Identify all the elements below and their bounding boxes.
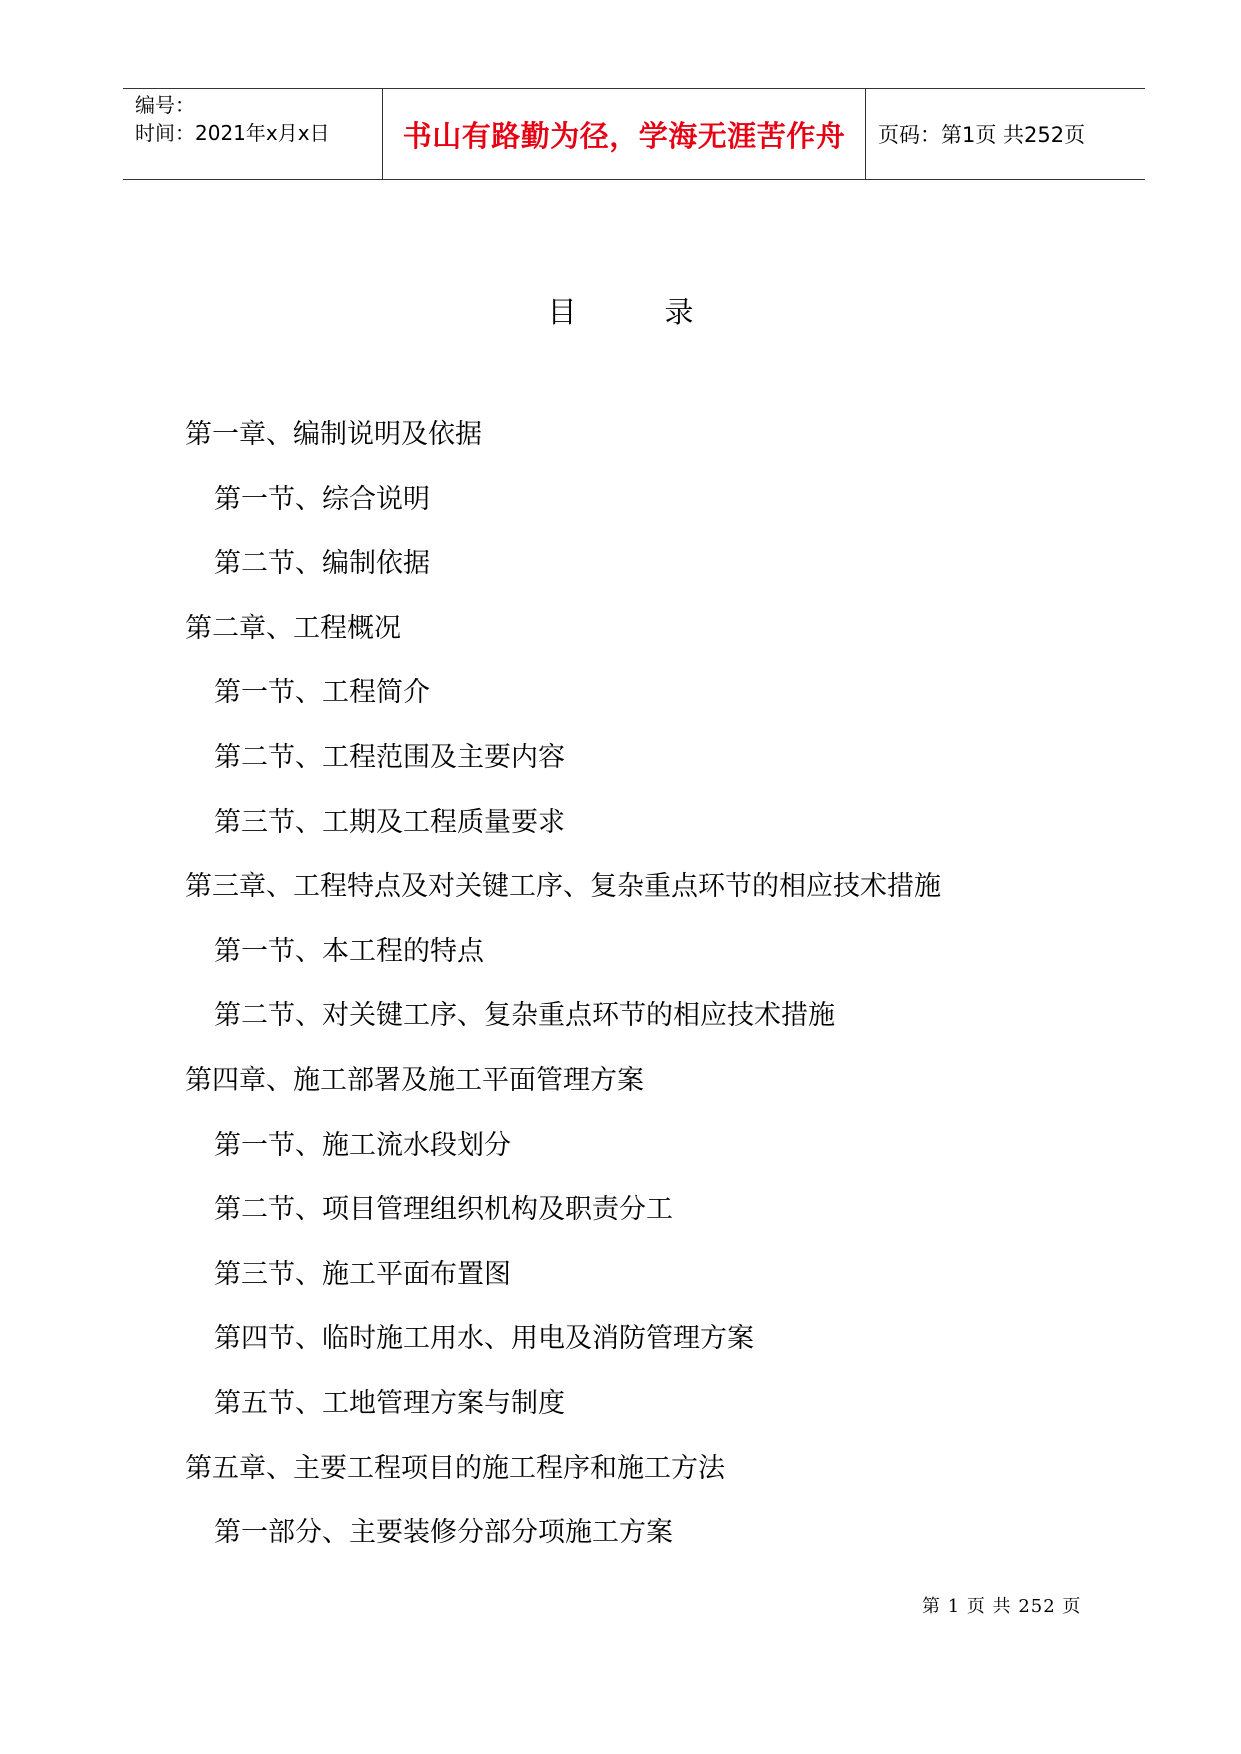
toc-chapter[interactable]: 第五章、主要工程项目的施工程序和施工方法	[185, 1452, 725, 1484]
toc-section[interactable]: 第五节、工地管理方案与制度	[214, 1387, 565, 1419]
toc-section[interactable]: 第一节、施工流水段划分	[214, 1129, 511, 1161]
toc-section[interactable]: 第三节、施工平面布置图	[214, 1258, 511, 1290]
toc-section[interactable]: 第一部分、主要装修分部分项施工方案	[214, 1517, 673, 1549]
toc-section[interactable]: 第二节、编制依据	[214, 548, 430, 580]
page-footer: 第 1 页 共 252 页	[922, 1596, 1082, 1617]
header-meta	[123, 89, 382, 179]
toc-chapter[interactable]: 第二章、工程概况	[185, 612, 401, 644]
toc-section[interactable]: 第四节、临时施工用水、用电及消防管理方案	[214, 1323, 754, 1355]
toc-section[interactable]: 第三节、工期及工程质量要求	[214, 806, 565, 838]
header-page-info: 页码：第1页 共252页	[878, 123, 1086, 147]
header-motto: 书山有路勤为径，学海无涯苦作舟	[382, 89, 866, 179]
toc-section[interactable]: 第一节、综合说明	[214, 483, 430, 515]
toc-title	[0, 290, 1241, 331]
time-label: 时间：2021年x月x日	[135, 121, 330, 145]
toc-list	[185, 410, 1145, 1573]
toc-title-left: 目	[547, 295, 577, 329]
toc-section[interactable]: 第二节、对关键工序、复杂重点环节的相应技术措施	[214, 1000, 835, 1032]
toc-chapter[interactable]: 第三章、工程特点及对关键工序、复杂重点环节的相应技术措施	[185, 871, 941, 903]
toc-chapter[interactable]: 第一章、编制说明及依据	[185, 419, 482, 450]
toc-section[interactable]: 第一节、本工程的特点	[214, 935, 484, 967]
toc-section[interactable]: 第一节、工程简介	[214, 677, 430, 709]
toc-title-right: 录	[664, 295, 694, 329]
toc-chapter[interactable]: 第四章、施工部署及施工平面管理方案	[185, 1064, 644, 1096]
toc-section[interactable]: 第二节、工程范围及主要内容	[214, 741, 565, 773]
page-header	[123, 88, 1145, 180]
number-label: 编号：	[135, 93, 195, 117]
toc-section[interactable]: 第二节、项目管理组织机构及职责分工	[214, 1194, 673, 1226]
